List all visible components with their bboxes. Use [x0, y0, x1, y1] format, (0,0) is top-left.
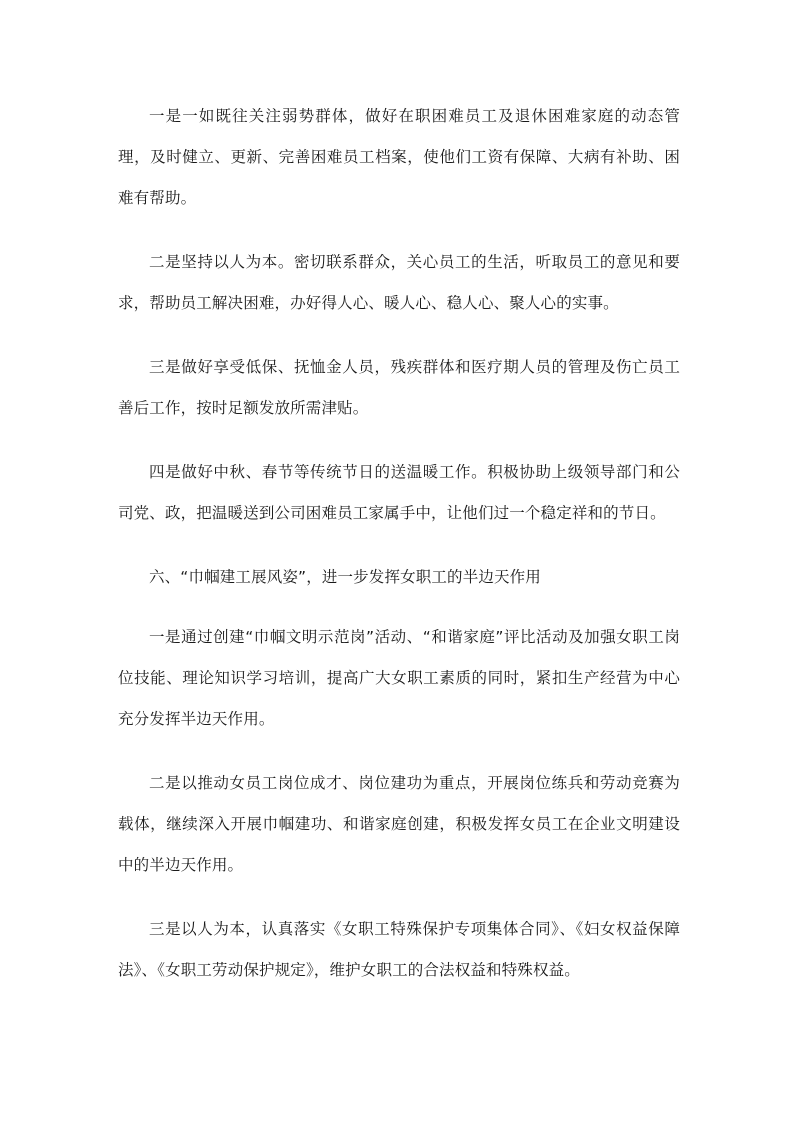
- paragraph-5: 一是通过创建“巾帼文明示范岗”活动、“和谐家庭”评比活动及加强女职工岗位技能、理论知识学习培训，提高广大女职工素质的同时，紧扣生产经营为中心充分发挥半边天作用。: [118, 628, 680, 728]
- document-page: [118, 96, 680, 991]
- paragraph-3: 三是做好享受低保、抚恤金人员，残疾群体和医疗期人员的管理及伤亡员工善后工作，按时足额发放所需津贴。: [118, 358, 680, 417]
- section-heading-6: 六、“巾帼建工展风姿”，进一步发挥女职工的半边天作用: [149, 568, 541, 586]
- paragraph-1: 一是一如既往关注弱势群体，做好在职困难员工及退休困难家庭的动态管理，及时健立、更新、完善困难员工档案，使他们工资有保障、大病有补助、困难有帮助。: [118, 107, 680, 207]
- paragraph-4: 四是做好中秋、春节等传统节日的送温暖工作。积极协助上级领导部门和公司党、政，把温暖送到公司困难员工家属手中，让他们过一个稳定祥和的节日。: [118, 463, 680, 522]
- paragraph-7: 三是以人为本，认真落实《女职工特殊保护专项集体合同》、《妇女权益保障法》、《女职工劳动保护规定》，维护女职工的合法权益和特殊权益。: [118, 920, 680, 979]
- paragraph-6: 二是以推动女员工岗位成才、岗位建功为重点，开展岗位练兵和劳动竞赛为载体，继续深入开展巾帼建功、和谐家庭创建，积极发挥女员工在企业文明建设中的半边天作用。: [118, 774, 680, 874]
- paragraph-2: 二是坚持以人为本。密切联系群众，关心员工的生活，听取员工的意见和要求，帮助员工解决困难，办好得人心、暖人心、稳人心、聚人心的实事。: [118, 253, 680, 312]
